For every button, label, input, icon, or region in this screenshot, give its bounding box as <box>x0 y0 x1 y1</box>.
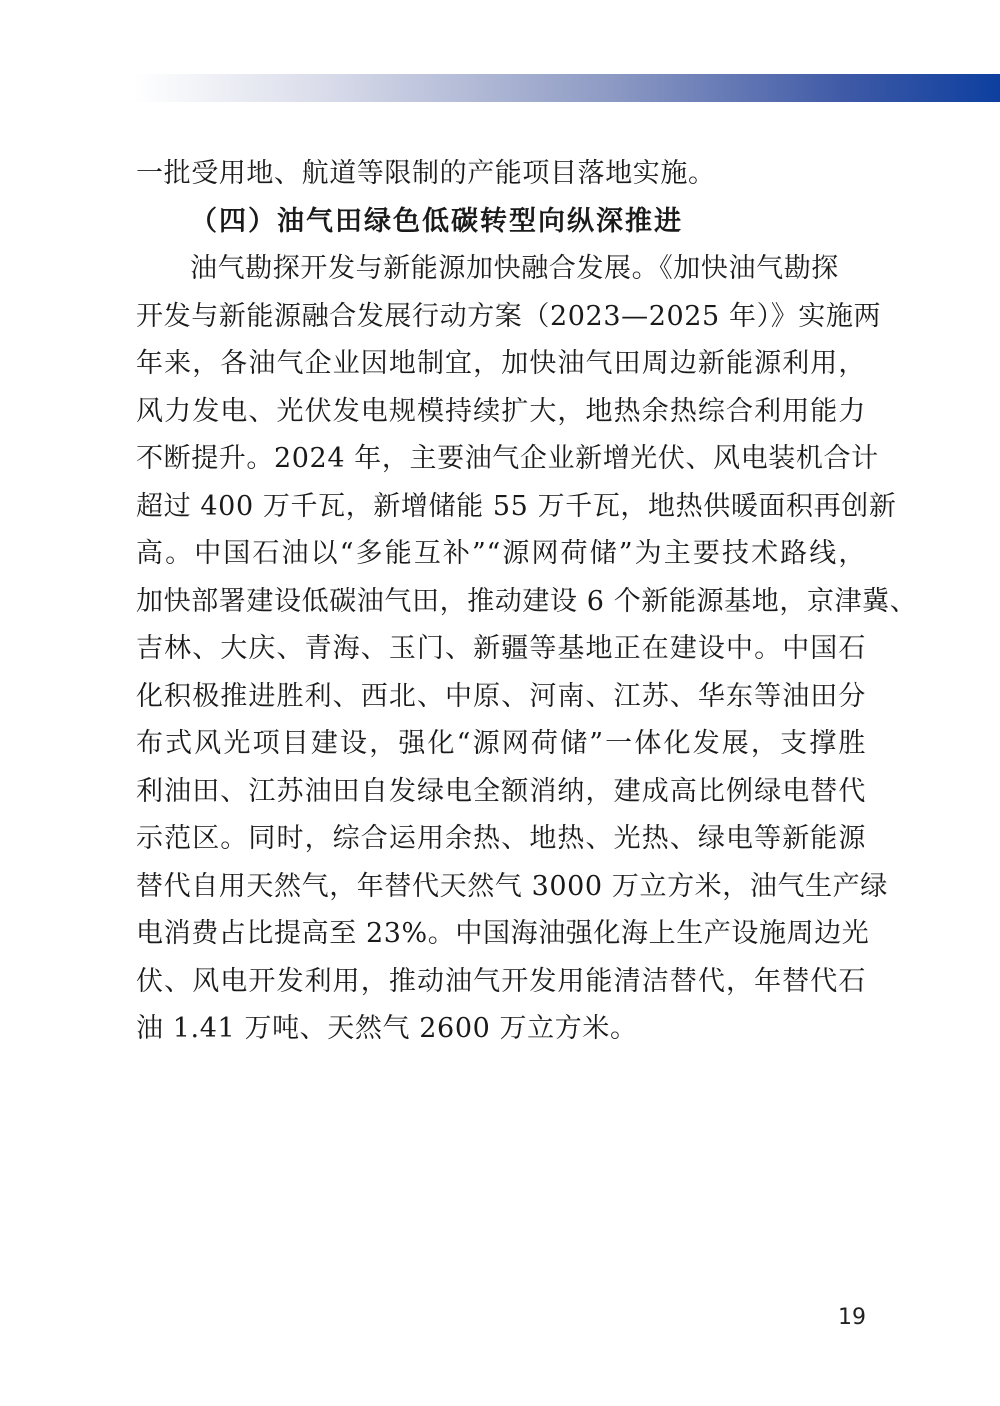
section-heading: （四）油气田绿色低碳转型向纵深推进 <box>190 205 683 237</box>
page-number: 19 <box>838 1305 866 1330</box>
paragraph-line: 化积极推进胜利、西北、中原、河南、江苏、华东等油田分 <box>136 680 866 712</box>
paragraph-line: 超过 400 万千瓦，新增储能 55 万千瓦，地热供暖面积再创新 <box>136 490 897 522</box>
paragraph-line: 高。中国石油以“多能互补”“源网荷储”为主要技术路线， <box>136 538 866 569</box>
paragraph-line: 吉林、大庆、青海、玉门、新疆等基地正在建设中。中国石 <box>136 633 866 664</box>
paragraph-line: 油 1.41 万吨、天然气 2600 万立方米。 <box>136 1013 638 1044</box>
paragraph-line: 不断提升。2024 年，主要油气企业新增光伏、风电装机合计 <box>136 443 879 474</box>
page-body <box>136 150 918 1053</box>
paragraph-line: 利油田、江苏油田自发绿电全额消纳，建成高比例绿电替代 <box>136 775 866 807</box>
paragraph <box>136 245 918 1053</box>
paragraph-line: 伏、风电开发利用，推动油气开发用能清洁替代，年替代石 <box>136 965 866 997</box>
paragraph-line: 风力发电、光伏发电规模持续扩大，地热余热综合利用能力 <box>136 395 866 427</box>
paragraph-line: 油气勘探开发与新能源加快融合发展。《加快油气勘探 <box>190 253 839 284</box>
paragraph-line: 开发与新能源融合发展行动方案（2023—2025 年）》实施两 <box>136 300 882 332</box>
header-gradient-band <box>134 74 1000 102</box>
paragraph-line: 替代自用天然气，年替代天然气 3000 万立方米，油气生产绿 <box>136 870 888 902</box>
paragraph-line: 加快部署建设低碳油气田，推动建设 6 个新能源基地，京津冀、 <box>136 585 918 617</box>
paragraph-line: 示范区。同时，综合运用余热、地热、光热、绿电等新能源 <box>136 823 866 854</box>
paragraph-line: 布式风光项目建设，强化“源网荷储”一体化发展，支撑胜 <box>136 728 866 759</box>
paragraph-line: 年来，各油气企业因地制宜，加快油气田周边新能源利用， <box>136 348 866 379</box>
paragraph-line: 电消费占比提高至 23%。中国海油强化海上生产设施周边光 <box>136 918 870 949</box>
continuation-line: 一批受用地、航道等限制的产能项目落地实施。 <box>136 158 716 189</box>
